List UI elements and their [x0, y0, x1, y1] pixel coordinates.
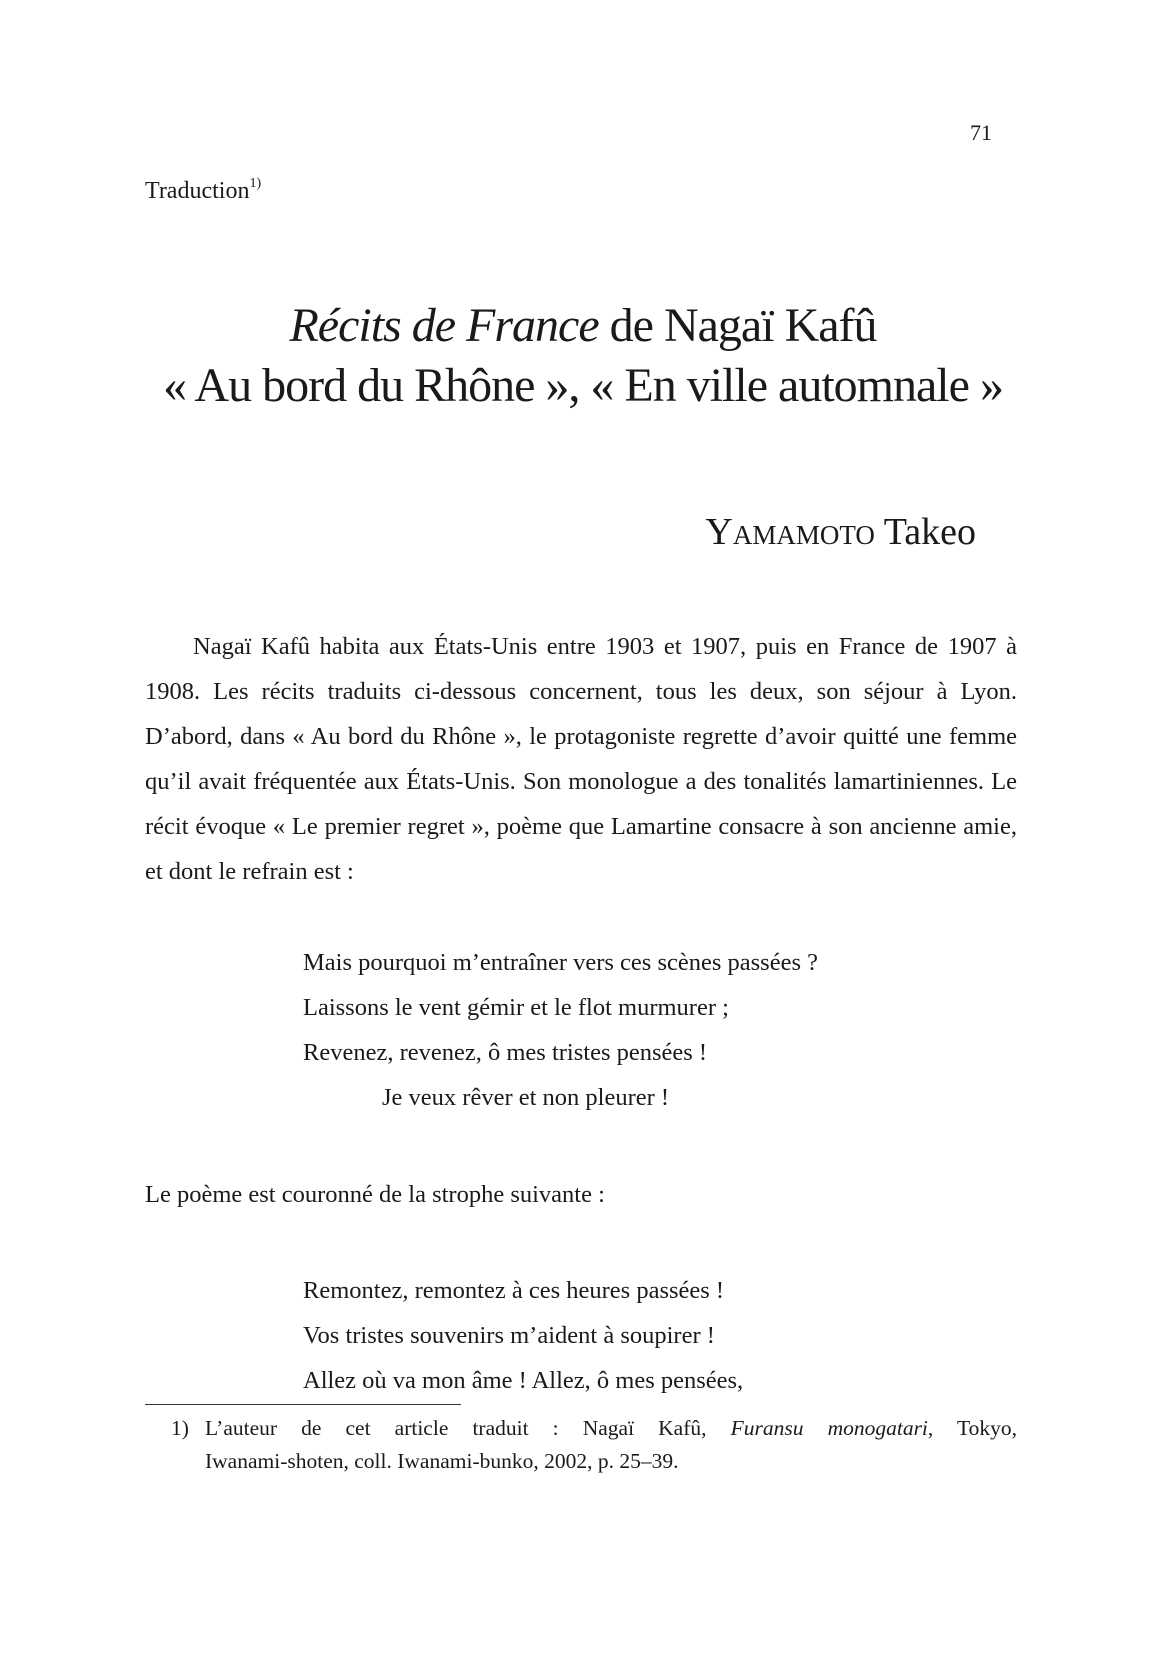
footnote-reference[interactable]: 1) — [249, 176, 262, 191]
verse-line: Allez où va mon âme ! Allez, ô mes pensées, — [303, 1367, 744, 1394]
footnote-text-start: L’auteur de cet article traduit : Nagaï Kafû, — [205, 1416, 731, 1440]
title-line-2: « Au bord du Rhône », « En ville automnale » — [163, 359, 1003, 412]
verse-refrain — [303, 940, 818, 1120]
section-label — [145, 176, 261, 205]
page-number: 71 — [970, 120, 992, 145]
title-author-part: de Nagaï Kafû — [598, 299, 877, 352]
article-title — [60, 296, 1106, 416]
verse-final-stanza — [303, 1268, 743, 1403]
title-line-1 — [60, 296, 1106, 356]
section-label-text: Traduction — [145, 178, 250, 204]
title-italic-work: Récits de France — [289, 299, 599, 352]
footnote-line-1 — [205, 1412, 1017, 1445]
footnote-divider — [145, 1404, 461, 1405]
verse-line: Laissons le vent gémir et le flot murmurer ; — [303, 994, 729, 1021]
verse-line: Remontez, remontez à ces heures passées ! — [303, 1277, 725, 1304]
footnote-text-end: , Tokyo, — [927, 1416, 1017, 1440]
verse-line: Revenez, revenez, ô mes tristes pensées ! — [303, 1039, 708, 1066]
author-surname: Yamamoto — [705, 511, 875, 553]
footnote-line-2: Iwanami-shoten, coll. Iwanami-bunko, 2002, p. 25–39. — [205, 1449, 679, 1473]
footnote-work-title: Furansu monogatari — [730, 1416, 928, 1440]
intro-paragraph: Nagaï Kafû habita aux États-Unis entre 1903 et 1907, puis en France de 1907 à 1908. Les récits traduits ci-dessous concernent, tous les deux, son séjour à Lyon. D’abord, dans « Au bord du Rhône », le protagoniste regrette d’avoir quitté une femme qu’il avait fréquentée aux États-Unis. Son monologue a des tonalités lamartiniennes. Le récit évoque « Le premier regret », poème que Lamartine consacre à son ancienne amie, et dont le refrain est : — [145, 633, 1017, 885]
footnote-text — [145, 1412, 1017, 1478]
stanza-intro-paragraph: Le poème est couronné de la strophe suivante : — [145, 1181, 605, 1208]
footnote-1 — [145, 1412, 1017, 1478]
verse-line: Vos tristes souvenirs m’aident à soupirer ! — [303, 1322, 715, 1349]
verse-line: Je veux rêver et non pleurer ! — [382, 1084, 670, 1111]
author-given-name: Takeo — [883, 511, 976, 553]
author-byline — [705, 510, 976, 554]
verse-line: Mais pourquoi m’entraîner vers ces scènes passées ? — [303, 949, 819, 976]
footnote-number: 1) — [171, 1416, 189, 1440]
